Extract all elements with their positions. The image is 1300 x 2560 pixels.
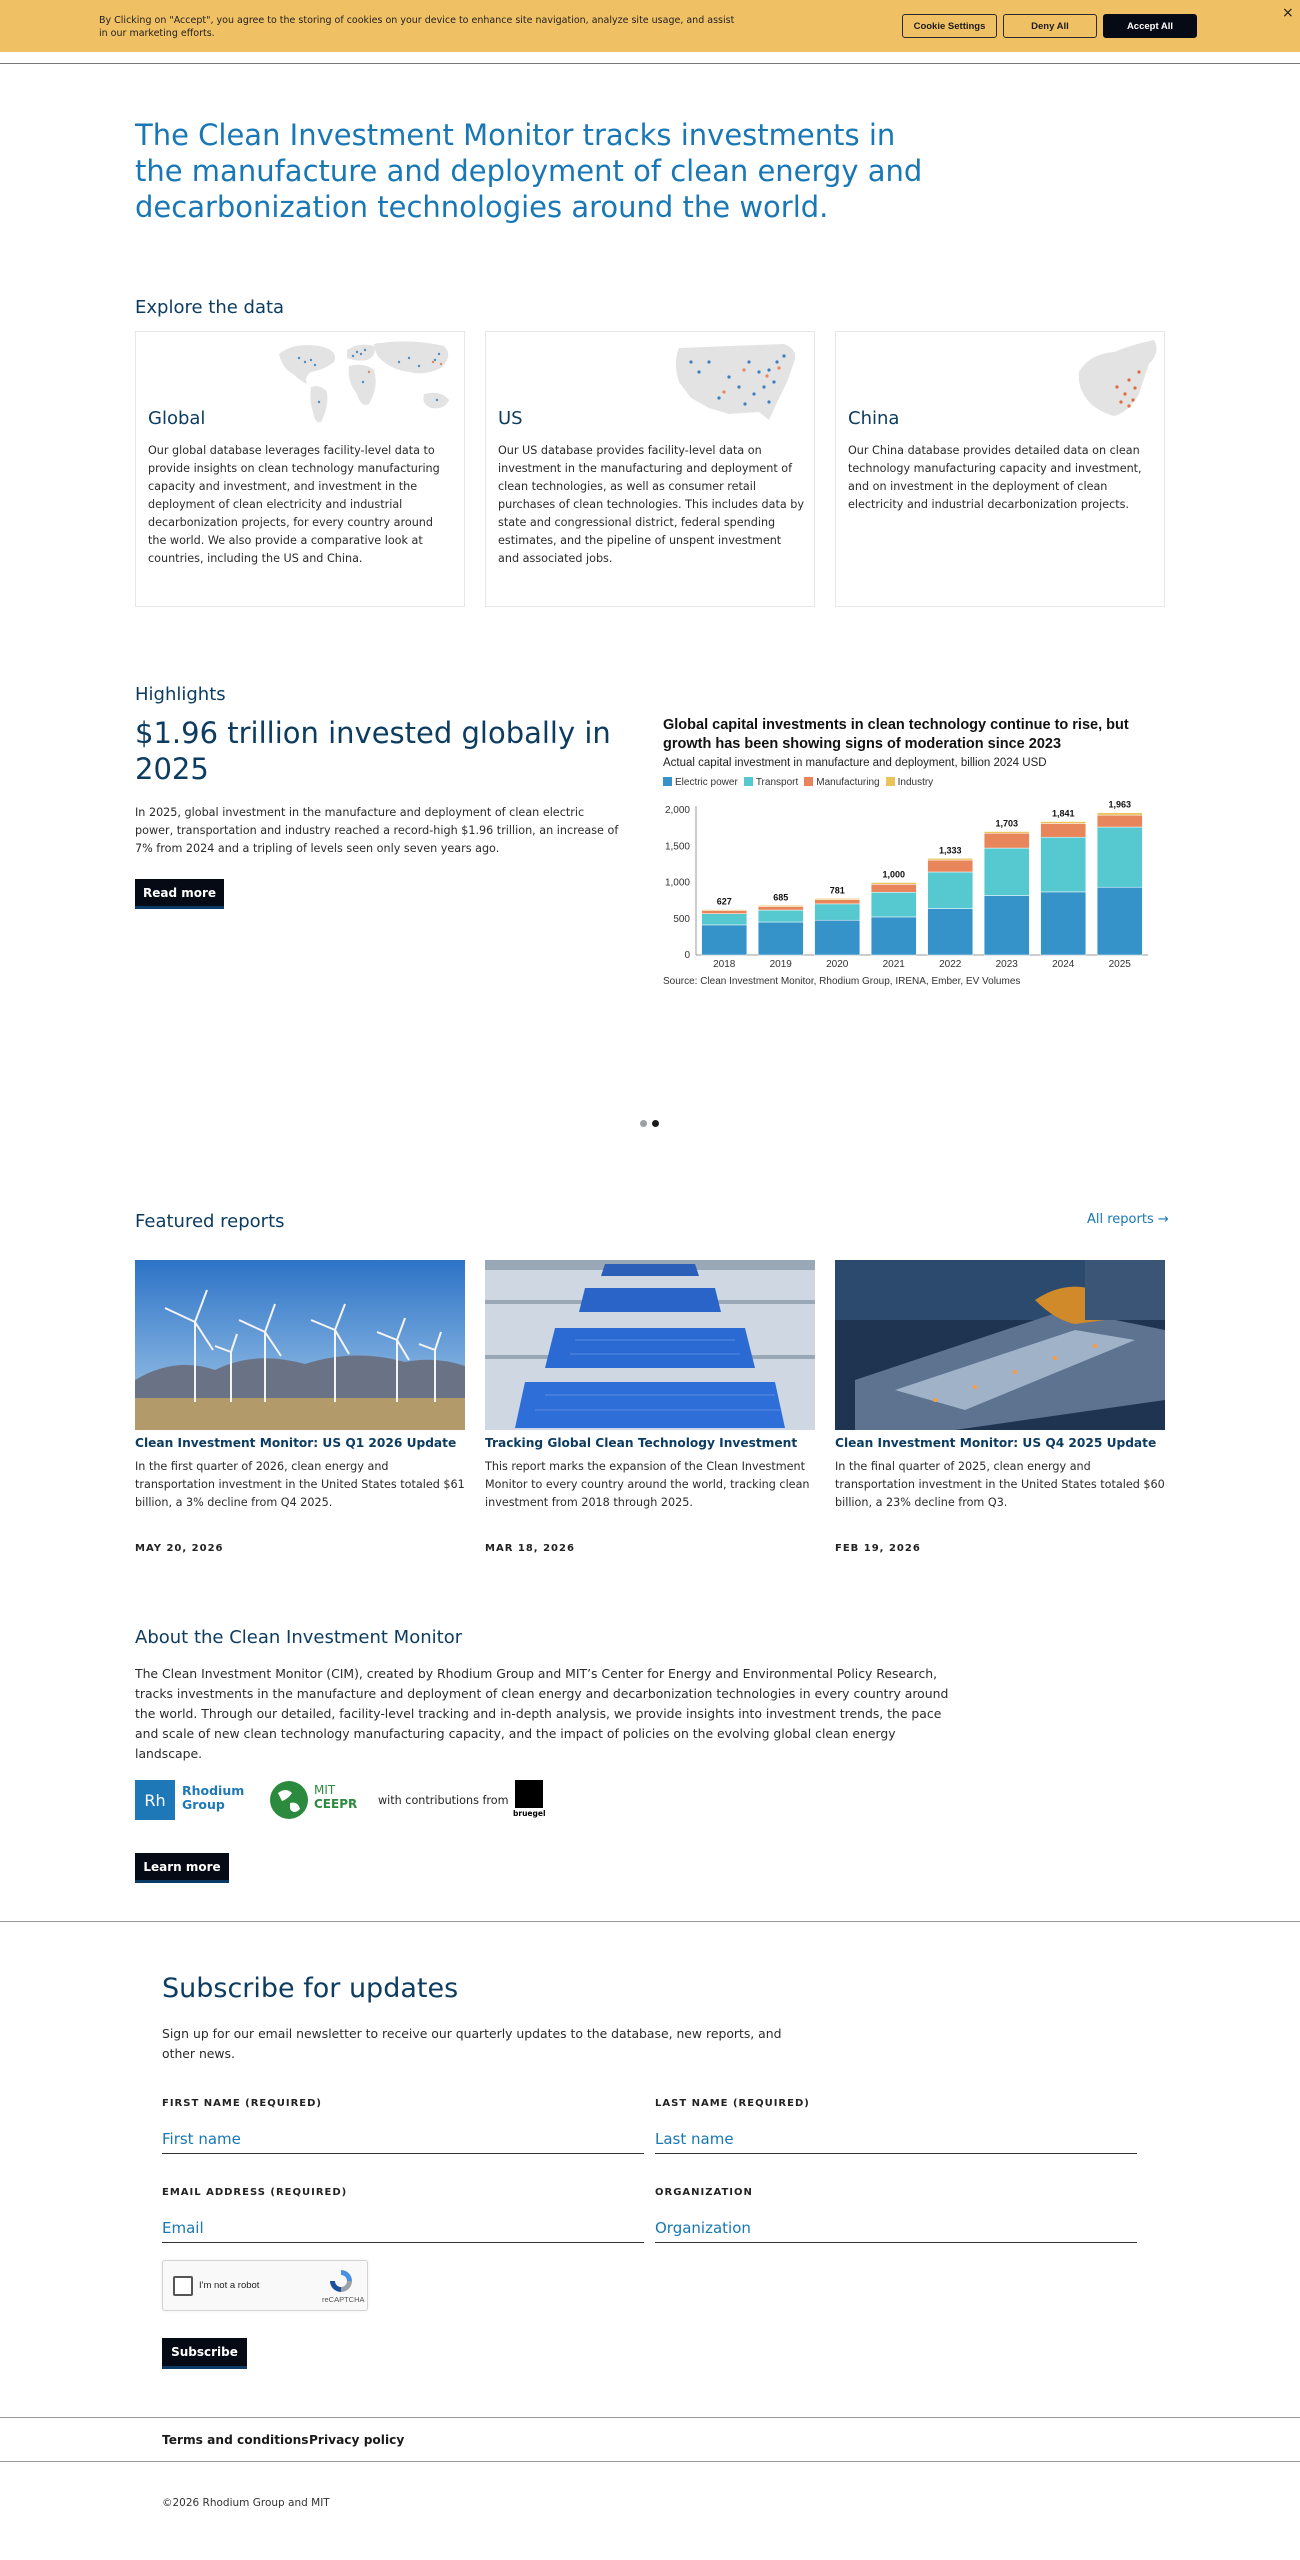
x-tick-label: 2021 [882,959,905,970]
world-map-icon [249,332,464,432]
highlight-stat: $1.96 trillion invested globally in 2025 [135,716,611,786]
bar-total-label: 627 [716,896,732,907]
card-text: Our US database provides facility-level data on investment in the manufacturing and deployment of clean technologies, as well as consumer retail purchases of clean technologies. This includes data by state and congressional district, federal spending estimates, and the pipeline of unspent investment and associated jobs. [498,444,804,565]
read-more-button[interactable]: Read more [135,879,224,909]
x-tick-label: 2023 [995,959,1018,970]
card-title: China [848,408,900,429]
bar-segment [984,833,1029,848]
report-desc: In the first quarter of 2026, clean energy and transportation investment in the United States totaled $61 billion, a 3% decline from Q4 2025. [135,1460,465,1509]
card-text: Our China database provides detailed data on clean technology manufacturing capacity and investment, and on investment in the deployment of clean electricity and industrial decarbonization projects. [848,444,1142,511]
legend-label: Industry [897,777,934,788]
bar-segment [1041,822,1086,824]
y-tick-label: 1,500 [664,841,690,853]
explore-title: Explore the data [135,297,285,318]
bar-segment [871,883,916,885]
legend-item [804,777,879,788]
bar-total-label: 1,703 [995,818,1019,829]
wind-turbines-image[interactable] [135,1260,465,1430]
recaptcha-brand: reCAPTCHA [322,2295,365,2304]
bar-total-label: 1,841 [1051,808,1075,819]
learn-more-button[interactable]: Learn more [135,1853,229,1883]
recaptcha-widget [162,2260,368,2311]
chart-title: Global capital investments in clean technology continue to rise, but growth has been showing signs of moderation since 2023 [663,717,1129,752]
highlights-title: Highlights [135,684,226,705]
report-title[interactable]: Clean Investment Monitor: US Q1 2026 Update [135,1436,457,1450]
bar-segment [758,910,803,922]
hero-heading: The Clean Investment Monitor tracks investments in the manufacture and deployment of clean energy and decarbonization technologies around the world. [135,118,923,224]
all-reports-link[interactable]: All reports → [1087,1212,1169,1227]
bar-segment [1097,827,1142,887]
subscribe-title: Subscribe for updates [162,1973,459,2004]
about-title: About the Clean Investment Monitor [135,1627,463,1648]
x-tick-label: 2018 [713,959,736,970]
bar-segment [758,922,803,955]
legend-swatch [804,777,813,786]
bar-total-label: 781 [829,885,845,896]
bar-segment [1097,815,1142,827]
last-name-field[interactable] [655,2124,1137,2154]
cookie-banner [0,0,1300,52]
x-tick-label: 2025 [1108,959,1131,970]
card-text: Our global database leverages facility-level data to provide insights on clean technology manufacturing capacity and investment, and investment in the deployment of clean electricity and industrial decarbonization projects, for every country around the world. We also provide a comparative look at countries, including the US and China. [148,444,440,565]
contributions-text: with contributions from [378,1794,509,1807]
recaptcha-checkbox[interactable] [173,2276,193,2296]
bar-segment [871,884,916,892]
bar-segment [928,860,973,872]
bar-segment [815,898,860,899]
card-title: Global [148,408,206,429]
rhodium-mark: Rh [135,1780,175,1820]
chart-source: Source: Clean Investment Monitor, Rhodium Group, IRENA, Ember, EV Volumes [663,976,1021,987]
chart-legend [663,777,933,788]
legend-item [663,777,738,788]
bar-segment [758,905,803,906]
investment-bar-chart [640,790,1160,975]
legend-swatch [663,777,672,786]
rhodium-name-line-2: Group [182,1797,225,1812]
bar-segment [1097,887,1142,955]
globe-icon [268,1779,310,1821]
report-title[interactable]: Clean Investment Monitor: US Q4 2025 Update [835,1436,1157,1450]
bar-segment [702,914,747,925]
bar-segment [928,872,973,909]
header-divider [0,63,1300,64]
carousel-dots [640,1120,659,1127]
report-date: MAR 18, 2026 [485,1543,575,1554]
legend-item [886,777,934,788]
x-tick-label: 2019 [769,959,792,970]
bar-segment [1097,813,1142,815]
bar-segment [1041,823,1086,837]
bar-total-label: 685 [773,892,789,903]
bar-total-label: 1,963 [1108,799,1132,810]
report-date: MAY 20, 2026 [135,1543,224,1554]
deny-all-button[interactable]: Deny All [1003,14,1097,38]
bar-segment [928,909,973,955]
recaptcha-icon [327,2267,355,2295]
bar-segment [871,917,916,955]
battery-factory-image[interactable] [835,1260,1165,1430]
bar-segment [815,900,860,904]
carousel-dot[interactable] [640,1120,647,1127]
report-title[interactable]: Tracking Global Clean Technology Investment [485,1436,798,1450]
bruegel-logo [513,1780,547,1820]
cookie-settings-button[interactable]: Cookie Settings [902,14,997,38]
footer-divider-bottom [0,2461,1300,2462]
us-map-icon [599,332,814,432]
footer-divider-top [0,2417,1300,2418]
email-field[interactable] [162,2213,644,2243]
bar-segment [871,892,916,917]
reports-title: Featured reports [135,1211,285,1232]
bar-segment [1041,837,1086,892]
privacy-link[interactable]: Privacy policy [309,2433,405,2447]
bruegel-name: bruegel [513,1809,546,1818]
x-tick-label: 2020 [826,959,849,970]
bar-segment [984,848,1029,895]
report-desc: In the final quarter of 2025, clean energy and transportation investment in the United States totaled $60 billion, a 23% decline from Q3. [835,1460,1165,1509]
bar-segment [984,832,1029,834]
bar-segment [928,858,973,860]
card-title: US [498,408,523,429]
y-tick-label: 1,000 [664,877,690,889]
bar-segment [984,896,1029,955]
report-desc: This report marks the expansion of the Clean Investment Monitor to every country around the world, tracking clean investment from 2018 through 2025. [485,1460,810,1509]
china-card[interactable] [835,331,1165,607]
bar-segment [815,920,860,955]
legend-swatch [886,777,895,786]
mit-ceepr-logo [268,1779,363,1821]
global-card[interactable] [135,331,465,607]
mit-text [314,1783,357,1811]
legend-item [744,777,798,788]
about-text: The Clean Investment Monitor (CIM), created by Rhodium Group and MIT’s Center for Energy and Environmental Policy Research, tracks investments in the manufacture and deployment of clean energy and decarbonization technologies in every country around the world. Through our detailed, facility-level tracking and in-depth analysis, we provide insights into investment trends, the pace and scale of new clean technology manufacturing capacity, and the impact of policies on the evolving global clean energy landscape. [135,1666,949,1761]
legend-label: Manufacturing [816,777,880,788]
report-date: FEB 19, 2026 [835,1543,921,1554]
chart-subtitle: Actual capital investment in manufacture and deployment, billion 2024 USD [663,757,1047,769]
copyright: ©2026 Rhodium Group and MIT [162,2497,330,2509]
legend-swatch [744,777,753,786]
bar-segment [702,910,747,913]
china-map-icon [949,332,1164,432]
cookie-text: By Clicking on "Accept", you agree to the storing of cookies on your device to enhance site navigation, analyze site usage, and assist in our marketing efforts. [99,15,735,39]
bar-total-label: 1,333 [938,845,962,856]
highlight-text: In 2025, global investment in the manufacture and deployment of clean electric power, transportation and industry reached a record-high $1.96 trillion, an increase of 7% from 2024 and a tripling of levels seen only seven years ago. [135,806,619,855]
rhodium-name [182,1784,244,1812]
us-card[interactable] [485,331,815,607]
organization-field[interactable] [655,2213,1137,2243]
subscribe-text: Sign up for our email newsletter to receive our quarterly updates to the database, new reports, and other news. [162,2026,782,2061]
mit-line-1: MIT [314,1783,336,1797]
close-icon[interactable]: × [1282,5,1294,21]
bar-segment [758,906,803,910]
bar-segment [702,925,747,955]
first-name-label: FIRST NAME (REQUIRED) [162,2098,322,2109]
x-tick-label: 2024 [1052,959,1075,970]
accept-all-button[interactable]: Accept All [1103,14,1197,38]
bar-total-label: 1,000 [882,869,906,880]
bar-segment [815,904,860,920]
organization-label: ORGANIZATION [655,2187,753,2198]
recaptcha-label: I'm not a robot [199,2280,260,2291]
terms-link[interactable]: Terms and conditions [162,2433,309,2447]
rhodium-logo [135,1780,245,1820]
section-divider [0,1921,1300,1922]
bar-segment [1041,892,1086,955]
bar-segment [702,910,747,911]
y-tick-label: 2,000 [664,805,690,816]
first-name-field[interactable] [162,2124,644,2154]
bruegel-mark [515,1780,543,1808]
solar-panels-image[interactable] [485,1260,815,1430]
y-tick-label: 500 [673,913,690,925]
x-tick-label: 2022 [939,959,962,970]
subscribe-button[interactable]: Subscribe [162,2338,247,2369]
email-label: EMAIL ADDRESS (REQUIRED) [162,2187,348,2198]
legend-label: Electric power [675,777,738,788]
carousel-dot-active[interactable] [652,1120,659,1127]
legend-label: Transport [755,777,799,788]
y-tick-label: 0 [684,950,690,961]
last-name-label: LAST NAME (REQUIRED) [655,2098,810,2109]
rhodium-name-line-1: Rhodium [182,1783,245,1798]
mit-line-2: CEEPR [314,1797,358,1811]
